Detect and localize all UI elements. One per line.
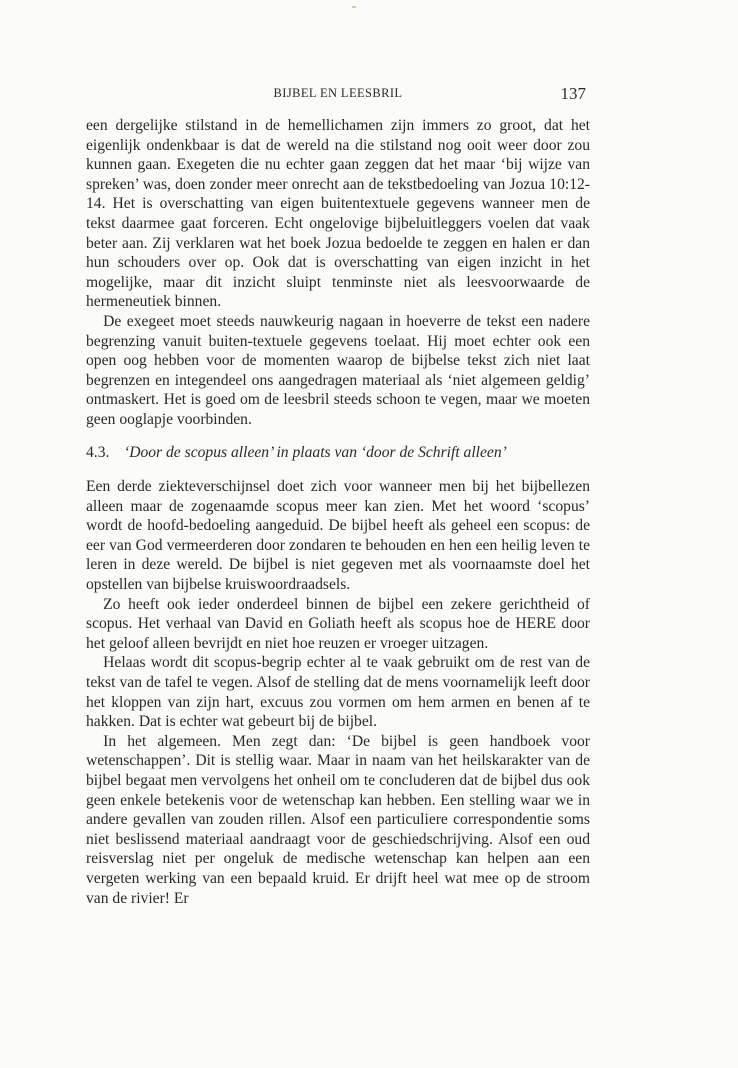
page-header <box>86 84 590 106</box>
scan-speck <box>352 6 356 8</box>
paragraph-2: De exegeet moet steeds nauwkeurig nagaan in hoeverre de tekst een nadere begrenzing vanuit buiten-textuele gegevens toelaat. Hij moet echter ook een open oog hebben voor de momenten waarop de bijbelse tekst zich niet laat begrenzen en integendeel ons aangedragen materiaal als ‘niet algemeen geldig’ ontmaskert. Het is goed om de leesbril steeds schoon te vegen, maar we moeten geen ooglapje voorbinden. <box>86 312 590 428</box>
paragraph-6: In het algemeen. Men zegt dan: ‘De bijbel is geen handboek voor wetenschappen’. Dit is stellig waar. Maar in naam van het heilskarakter van de bijbel begaat men vervolgens het onheil om te concluderen dat de bijbel dus ook geen enkele betekenis voor de wetenschap kan hebben. Een stelling waar we in andere gevallen van zouden rillen. Alsof een particuliere correspondentie soms niet beslissend materiaal aandraagt voor de geschiedschrijving. Alsof een oud reisverslag niet per ongeluk de medische wetenschap kan helpen aan een vergeten werking van een bepaald kruid. Er drijft heel wat mee op de stroom van de rivier! Er <box>86 732 590 907</box>
page-number: 137 <box>560 84 586 103</box>
running-head: BIJBEL EN LEESBRIL <box>273 86 403 100</box>
body-text <box>86 116 590 908</box>
paragraph-4: Zo heeft ook ieder onderdeel binnen de bijbel een zekere gerichtheid of scopus. Het verhaal van David en Goliath heeft als scopus hoe de HERE door het geloof alleen bevrijdt en niet hoe reuzen er vroeger uitzagen. <box>86 595 590 652</box>
paragraph-5: Helaas wordt dit scopus-begrip echter al te vaak gebruikt om de rest van de tekst van de tafel te vegen. Alsof de stelling dat de mens voornamelijk leeft door het kloppen van zijn hart, excuus zou vormen om hem armen en benen af te hakken. Dat is echter wat gebeurt bij de bijbel. <box>86 654 590 731</box>
paragraph-1: een dergelijke stilstand in de hemellichamen zijn immers zo groot, dat het eigenlijk ondenkbaar is dat de wereld na die stilstand nog ooit weer door zou kunnen gaan. Exegeten die nu echter gaan zeggen dat het maar ‘bij wijze van spreken’ was, doen zonder meer onrecht aan de tekstbedoeling van Jozua 10:12-14. Het is overschatting van eigen buitentextuele gegevens wanneer men de tekst daarmee gaat forceren. Echt ongelovige bijbeluitleggers voelen dat vaak beter aan. Zij verklaren wat het boek Jozua bedoelde te zeggen en halen er dan hun schouders over op. Ook dat is overschatting van eigen inzicht in het mogelijke, maar dit inzicht sluipt tenminste niet als leesvoorwaarde de hermeneutiek binnen. <box>86 117 590 311</box>
section-number: 4.3. <box>86 443 110 461</box>
paragraph-3: Een derde ziekteverschijnsel doet zich voor wanneer men bij het bijbellezen alleen maar de zogenaamde scopus meer kan zien. Met het woord ‘scopus’ wordt de hoofd-bedoeling aangeduid. De bijbel heeft als geheel een scopus: de eer van God vermeerderen door zondaren te behouden en hen een heilig leven te leren in deze wereld. De bijbel is niet gegeven met als voornaamste doel het opstellen van bijbelse kruiswoordraadsels. <box>86 478 590 594</box>
section-title: ‘Door de scopus alleen’ in plaats van ‘door de Schrift alleen’ <box>124 443 507 461</box>
section-heading <box>86 443 590 463</box>
